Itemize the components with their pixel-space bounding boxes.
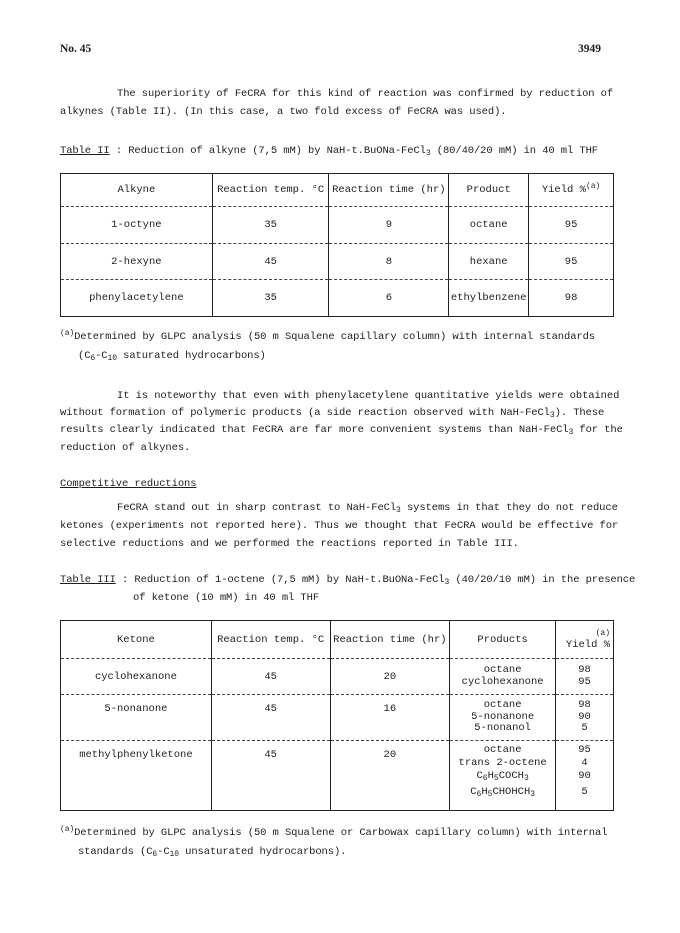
competitive-line-3: selective reductions and we performed the reactions reported in Table III. [60, 538, 519, 550]
cell-time: 20 [330, 741, 450, 811]
para2-line-4: reduction of alkynes. [60, 442, 191, 454]
cell-temp: 45 [211, 695, 330, 741]
para2-line-2: without formation of polymeric products (a side reaction observed with NaH-FeCl$_3$). These [60, 407, 605, 420]
table-header-row [61, 621, 614, 659]
cell-temp: 35 [212, 207, 329, 244]
cell-temp: 45 [211, 741, 330, 811]
col-time: Reaction time (hr) [329, 174, 449, 207]
cell-yield: 98 [529, 280, 614, 317]
cell-time: 8 [329, 244, 449, 280]
table2-label: Table II [60, 145, 110, 157]
table3-caption-line-2: of ketone (10 mM) in 40 ml THF [133, 592, 320, 604]
para2-line-1: It is noteworthy that even with phenylacetylene quantitative yields were obtained [117, 390, 620, 402]
page-number: 3949 [578, 43, 601, 55]
table2-footnote: $^{(a)}$Determined by GLPC analysis (50 m Squalene capillary column) with internal standards [60, 329, 595, 343]
cell-products: octane trans 2-octene $C_6H_5COCH_3$ $C_6H_5CHOHCH_3$ [450, 741, 556, 811]
table3-label: Table III [60, 574, 116, 586]
col-time: Reaction time (hr) [330, 621, 450, 659]
cell-yields: 98 95 [556, 659, 614, 695]
intro-line-1: The superiority of FeCRA for this kind of reaction was confirmed by reduction of [117, 88, 614, 100]
cell-yields: 98 90 5 [556, 695, 614, 741]
cell-time: 6 [329, 280, 449, 317]
competitive-line-2: ketones (experiments not reported here). Thus we thought that FeCRA would be effective for [60, 520, 619, 532]
cell-products: octane 5-nonanone 5-nonanol [450, 695, 556, 741]
table-row [61, 207, 614, 244]
cell-yields: 95 4 90 5 [556, 741, 614, 811]
cell-product: octane [449, 207, 529, 244]
table-row [61, 695, 614, 741]
table2-footnote-line-2: ($C_6-C_{10}$ saturated hydrocarbons) [78, 350, 266, 363]
cell-yield: 95 [529, 244, 614, 280]
cell-time: 16 [330, 695, 450, 741]
cell-temp: 45 [212, 244, 329, 280]
cell-time: 9 [329, 207, 449, 244]
col-temp: Reaction temp. °C [212, 174, 329, 207]
col-product: Product [449, 174, 529, 207]
table2 [60, 173, 614, 317]
cell-temp: 35 [212, 280, 329, 317]
table-row [61, 280, 614, 317]
cell-alkyne: phenylacetylene [61, 280, 213, 317]
competitive-line-1: FeCRA stand out in sharp contrast to NaH-FeCl$_3$ systems in that they do not reduce [117, 502, 618, 515]
cell-ketone: 5-nonanone [61, 695, 212, 741]
col-yield: Yield %$^{(a)}$ [529, 174, 614, 207]
cell-product: hexane [449, 244, 529, 280]
col-yield: (a) Yield % [556, 621, 614, 659]
table3-footnote: $^{(a)}$Determined by GLPC analysis (50 m Squalene or Carbowax capillary column) with internal [60, 825, 608, 839]
table-row [61, 741, 614, 811]
col-temp: Reaction temp. °C [211, 621, 330, 659]
para2-line-3: results clearly indicated that FeCRA are far more convenient systems than NaH-FeCl$_3$ for the [60, 424, 623, 437]
cell-time: 20 [330, 659, 450, 695]
cell-ketone: cyclohexanone [61, 659, 212, 695]
col-ketone: Ketone [61, 621, 212, 659]
table-row [61, 659, 614, 695]
cell-alkyne: 2-hexyne [61, 244, 213, 280]
section-heading: Competitive reductions [60, 478, 197, 490]
table3-caption: Table III : Reduction of 1-octene (7,5 mM) by NaH-t.BuONa-FeCl$_3$ (40/20/10 mM) in the presence [60, 574, 636, 587]
cell-yield: 95 [529, 207, 614, 244]
cell-product: ethylbenzene [449, 280, 529, 317]
table-header-row [61, 174, 614, 207]
table3-footnote-line-2: standards ($C_6-C_{10}$ unsaturated hydrocarbons). [78, 846, 347, 859]
cell-alkyne: 1-octyne [61, 207, 213, 244]
table2-caption: Table II : Reduction of alkyne (7,5 mM) by NaH-t.BuONa-FeCl$_3$ (80/40/20 mM) in 40 ml THF [60, 145, 599, 158]
table3 [60, 620, 614, 811]
table-row [61, 244, 614, 280]
cell-ketone: methylphenylketone [61, 741, 212, 811]
intro-line-2: alkynes (Table II). (In this case, a two fold excess of FeCRA was used). [60, 106, 507, 118]
cell-products: octane cyclohexanone [450, 659, 556, 695]
col-alkyne: Alkyne [61, 174, 213, 207]
cell-temp: 45 [211, 659, 330, 695]
journal-issue: No. 45 [60, 43, 92, 55]
col-products: Products [450, 621, 556, 659]
